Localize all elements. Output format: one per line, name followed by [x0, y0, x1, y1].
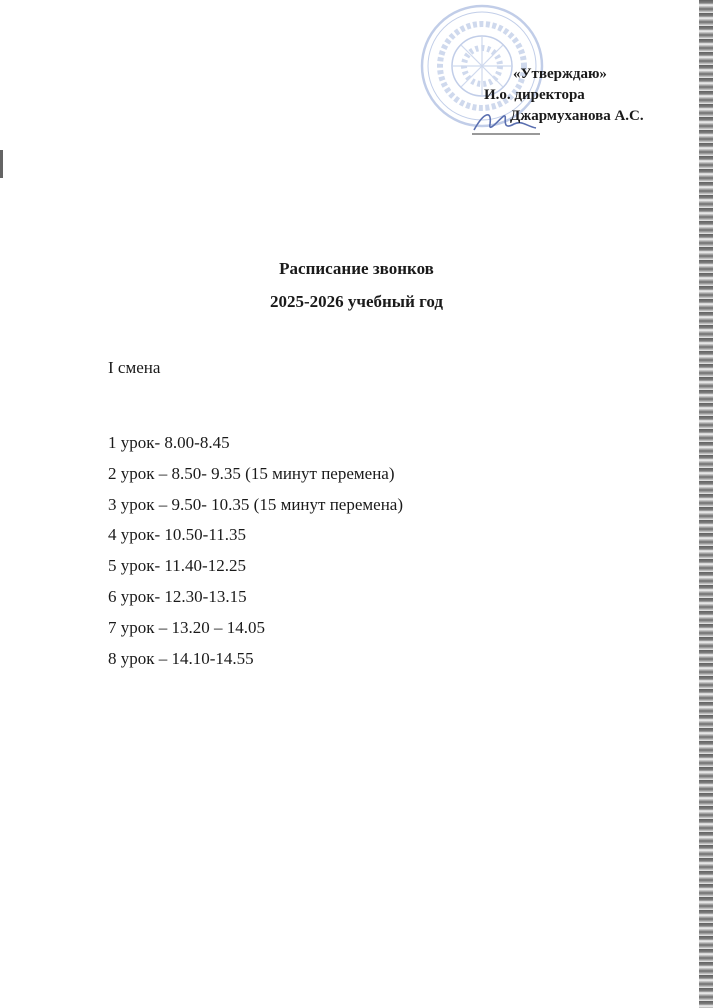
title-line-2: 2025-2026 учебный год [269, 292, 444, 311]
approval-position: И.о. директора [484, 87, 585, 103]
lesson-item: 8 урок – 14.10-14.55 [108, 648, 254, 668]
lesson-item: 4 урок- 10.50-11.35 [108, 525, 246, 545]
title-line-1: Расписание звонков [279, 259, 434, 278]
lesson-item: 3 урок – 9.50- 10.35 (15 минут перемена) [108, 494, 404, 514]
approval-name: Джармуханова А.С. [510, 108, 644, 124]
approval-heading: «Утверждаю» [513, 66, 607, 82]
scan-edge-noise [699, 0, 713, 1008]
scan-edge-mark [0, 150, 3, 178]
document-title [0, 252, 713, 318]
lesson-item: 5 урок- 11.40-12.25 [108, 556, 246, 576]
lesson-item: 7 урок – 13.20 – 14.05 [108, 617, 266, 637]
lesson-item: 2 урок – 8.50- 9.35 (15 минут перемена) [108, 463, 395, 483]
shift-label: I смена [108, 358, 161, 377]
lesson-item: 1 урок- 8.00-8.45 [108, 433, 230, 452]
lesson-item: 6 урок- 12.30-13.15 [108, 586, 247, 606]
lesson-schedule-list [108, 428, 403, 674]
